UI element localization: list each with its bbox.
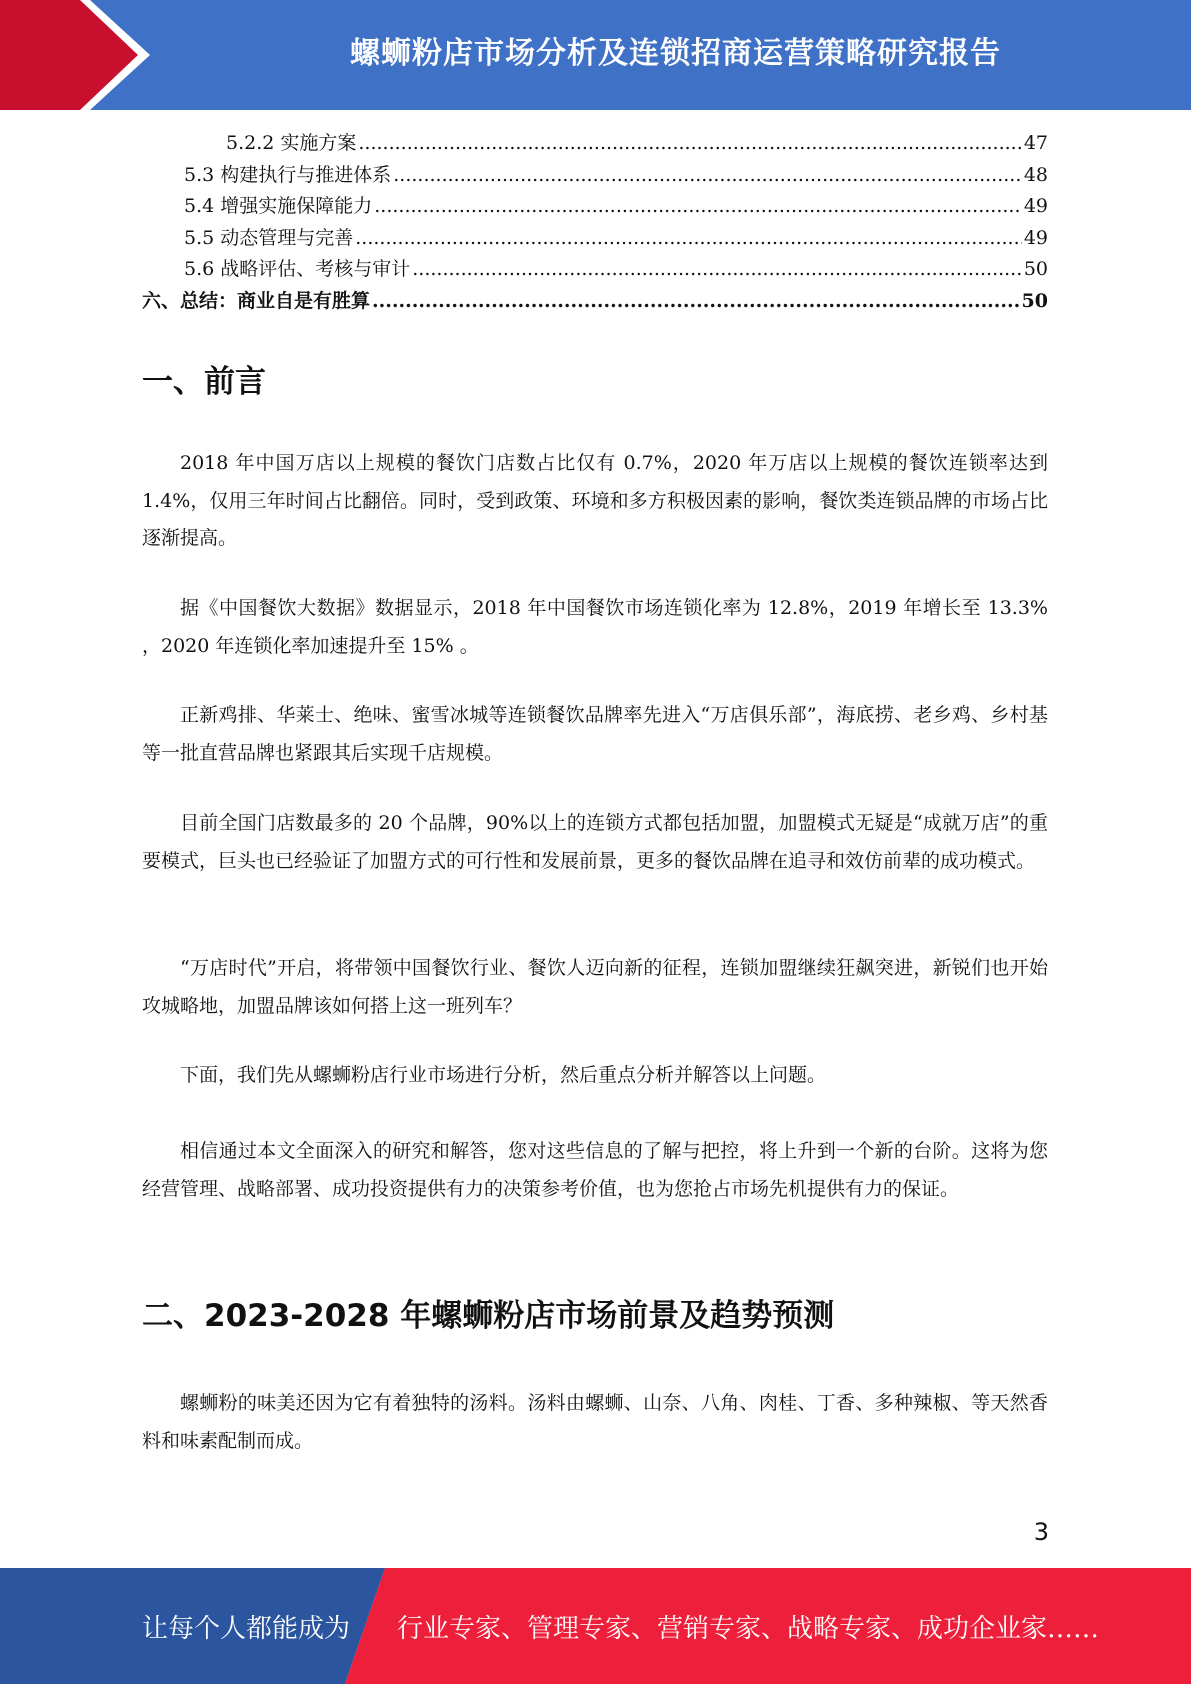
paragraph: 据《中国餐饮大数据》数据显示，2018 年中国餐饮市场连锁化率为 12.8%，2019 年增长至 13.3% ，2020 年连锁化率加速提升至 15% 。	[142, 597, 1048, 657]
toc-leader-dots	[372, 286, 1020, 318]
toc-entry[interactable]	[142, 254, 1048, 286]
footer-slogan-left: 让每个人都能成为	[142, 1613, 351, 1644]
toc-entry-page: 47	[1023, 132, 1048, 154]
page-footer	[0, 1568, 1191, 1684]
toc-leader-dots	[358, 128, 1021, 160]
toc-entry-label: 5.6 战略评估、考核与审计	[184, 258, 411, 280]
toc-entry-label: 六、总结：商业自是有胜算	[142, 289, 371, 312]
toc-entry[interactable]	[142, 286, 1048, 318]
footer-slogan-right: 行业专家、管理专家、营销专家、战略专家、成功企业家……	[397, 1613, 1100, 1644]
toc-entry-page: 48	[1023, 163, 1048, 186]
toc-entry-label: 5.4 增强实施保障能力	[184, 195, 373, 217]
section-heading-preface: 一、前言	[142, 364, 266, 400]
paragraph: 下面，我们先从螺蛳粉店行业市场进行分析，然后重点分析并解答以上问题。	[180, 1064, 827, 1086]
toc-entry[interactable]	[142, 191, 1048, 223]
header-arrow-decoration	[0, 0, 160, 110]
paragraph: 正新鸡排、华莱士、绝味、蜜雪冰城等连锁餐饮品牌率先进入“万店俱乐部”，海底捞、老乡鸡、乡村基等一批直营品牌也紧跟其后实现千店规模。	[142, 704, 1048, 764]
paragraph: 2018 年中国万店以上规模的餐饮门店数占比仅有 0.7%，2020 年万店以上规模的餐饮连锁率达到 1.4%，仅用三年时间占比翻倍。同时，受到政策、环境和多方积极因素的影响，餐饮类连锁品牌的市场占比逐渐提高。	[142, 452, 1048, 549]
toc-leader-dots	[393, 160, 1022, 192]
toc-entry-label: 5.3 构建执行与推进体系	[184, 163, 392, 186]
toc-leader-dots	[374, 191, 1022, 223]
toc-entry-label: 5.2.2 实施方案	[226, 132, 357, 154]
paragraph: 目前全国门店数最多的 20 个品牌，90%以上的连锁方式都包括加盟，加盟模式无疑是“成就万店”的重要模式，巨头也已经验证了加盟方式的可行性和发展前景，更多的餐饮品牌在追寻和效仿前辈的成功模式。	[142, 812, 1048, 872]
toc-leader-dots	[412, 254, 1022, 286]
toc-leader-dots	[355, 223, 1022, 255]
toc-entry-page: 49	[1023, 195, 1048, 217]
toc-entry[interactable]	[142, 160, 1048, 192]
toc-entry[interactable]	[142, 128, 1048, 160]
section-heading-forecast: 二、2023-2028 年螺蛳粉店市场前景及趋势预测	[142, 1298, 835, 1334]
page-header	[0, 0, 1191, 110]
paragraph: 螺蛳粉的味美还因为它有着独特的汤料。汤料由螺蛳、山奈、八角、肉桂、丁香、多种辣椒、等天然香料和味素配制而成。	[142, 1392, 1048, 1452]
toc-entry-label: 5.5 动态管理与完善	[184, 226, 354, 249]
toc-entry-page: 50	[1023, 258, 1048, 280]
toc-entry-page: 50	[1021, 289, 1048, 312]
toc-entry[interactable]	[142, 223, 1048, 255]
page-number: 3	[1033, 1518, 1049, 1546]
table-of-contents	[142, 128, 1048, 317]
report-title: 螺蛳粉店市场分析及连锁招商运营策略研究报告	[350, 36, 1001, 71]
toc-entry-page: 49	[1023, 226, 1048, 249]
paragraph: 相信通过本文全面深入的研究和解答，您对这些信息的了解与把控，将上升到一个新的台阶。这将为您经营管理、战略部署、成功投资提供有力的决策参考价值，也为您抢占市场先机提供有力的保证。	[142, 1140, 1048, 1200]
paragraph: “万店时代”开启，将带领中国餐饮行业、餐饮人迈向新的征程，连锁加盟继续狂飙突进，新锐们也开始攻城略地，加盟品牌该如何搭上这一班列车？	[142, 957, 1048, 1017]
